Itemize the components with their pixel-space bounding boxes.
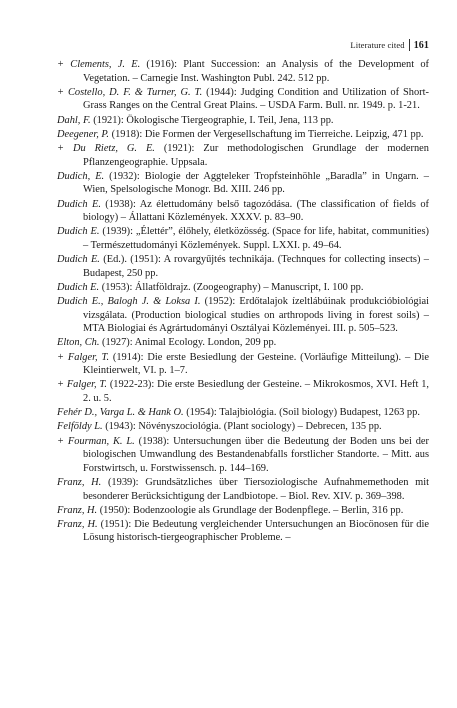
reference-entry [57,518,429,545]
reference-author: Dudich E. [57,226,100,238]
reference-entry [57,336,429,350]
reference-text: (1950): Bodenzoologie als Grundlage der Bodenpflege. – Berlin, 316 pp. [97,504,404,516]
reference-text: (1952): Erdőtalajok ízeltlábúinak produkcióbiológiai vizsgálata. (Production biological studies on arthropods living in forest soils) – MTA Biologiai és Agrártudományi Osztályai Közleményei. III. p. 505–523. [83,296,430,335]
reference-author: + Du Rietz, G. E. [57,142,155,154]
reference-text: (1921): Ökologische Tiergeographie, I. Teil, Jena, 113 pp. [90,114,334,126]
running-header [350,39,429,51]
reference-entry [57,58,429,85]
header-divider [409,39,410,51]
reference-entry [57,504,429,518]
reference-author: Dahl, F. [57,114,91,126]
reference-author: Dudich E., Balogh J. & Loksa I. [57,296,201,308]
reference-entry [57,170,429,197]
reference-entry [57,295,429,336]
reference-entry [57,435,429,476]
reference-text: (1939): „Élettér”, élőhely, életközösség. (Space for life, habitat, communities) – Természettudományi Közlemények. Suppl. LXXI. p. 49–64. [83,226,429,251]
reference-text: (1938): Az élettudomány belső tagozódása. (The classification of fields of biology) – Állattani Közlemények. XXXV. p. 83–90. [83,198,429,224]
reference-entry [57,476,429,503]
reference-list [57,58,429,546]
reference-author: Franz, H. [57,504,98,516]
reference-text: (1916): Plant Succession: an Analysis of the Development of Vegetation. – Carnegie Inst. Washington Publ. 242. 512 pp. [83,59,429,84]
reference-text: (1939): Grundsätzliches über Tiersoziologische Aufnahmemethoden mit besonderer Berücksichtigung der Landbiotope. – Biol. Rev. XIV. p. 369–398. [83,476,429,502]
reference-author: + Clements, J. E. [57,59,141,70]
reference-text: (1932): Biologie der Aggteleker Tropfsteinhöhle „Baradla” in Ungarn. – Wien, Spelsologische Monogr. Bd. XIII. 246 pp. [83,170,429,196]
reference-author: Fehér D., Varga L. & Hank O. [57,407,184,419]
reference-author: Dudich E. [57,281,100,293]
reference-text: (1927): Animal Ecology. London, 209 pp. [99,337,277,349]
reference-entry [57,86,429,113]
reference-author: + Falger, T. [57,379,107,391]
reference-text: (1922-23): Die erste Besiedlung der Gesteine. – Mikrokosmos, XVI. Heft 1, 2. u. 5. [83,379,429,404]
reference-author: Franz, H. [57,518,98,530]
reference-author: Deegener, P. [57,128,110,140]
reference-entry [57,198,429,225]
section-title: Literature cited [350,40,405,50]
reference-entry [57,114,429,128]
reference-text: (1938): Untersuchungen über die Bedeutung der Boden uns bei der biologischen Umwandlung des Bestandenabfalls forstlicher Standorte. – Mitt. aus Forstwirtsch, u. Forstwissensch. p. 144–169. [83,435,429,474]
reference-author: Franz, H. [57,476,102,488]
reference-author: + Costello, D. F. & Turner, G. T. [57,86,203,98]
reference-author: Dudich, E. [57,170,105,182]
reference-text: (Ed.). (1951): A rovargyűjtés technikája. (Technques for collecting insects) – Budapest, 250 pp. [83,254,429,279]
page-number: 161 [413,39,429,51]
reference-entry [57,225,429,252]
reference-entry [57,128,429,142]
reference-author: Dudich E. [57,198,101,210]
reference-entry [57,351,429,378]
reference-author: Elton, Ch. [57,337,100,349]
reference-entry [57,378,429,405]
reference-text: (1944): Judging Condition and Utilization of Short-Grass Ranges on the Central Great Plains. – USDA Farm. Bull. nr. 1949. p. 1-21. [83,86,429,112]
reference-entry [57,406,429,420]
reference-author: + Falger, T. [57,351,110,363]
reference-entry [57,142,429,169]
reference-text: (1953): Állatföldrajz. (Zoogeography) – Manuscript, I. 100 pp. [99,281,364,293]
reference-text: (1921): Zur methodologischen Grundlage der modernen Pflanzengeographie. Uppsala. [83,142,429,168]
reference-author: + Fourman, K. L. [57,435,135,447]
reference-entry [57,281,429,295]
reference-text: (1918): Die Formen der Vergesellschaftung im Tierreiche. Leipzig, 471 pp. [109,128,424,140]
reference-text: (1954): Talajbiológia. (Soil biology) Budapest, 1263 pp. [183,407,420,419]
reference-entry [57,420,429,434]
reference-author: Dudich E. [57,254,100,266]
reference-text: (1951): Die Bedeutung vergleichender Untersuchungen an Biocönosen für die Lösung historisch-tiergeographischer Probleme. – [83,518,429,544]
reference-text: (1943): Növényszociológia. (Plant sociology) – Debrecen, 135 pp. [102,421,382,433]
reference-author: Felföldy L. [57,421,103,433]
reference-entry [57,253,429,280]
reference-text: (1914): Die erste Besiedlung der Gesteine. (Vorläufige Mitteilung). – Die Kleintierwelt, VI. p. 1–7. [83,351,429,377]
